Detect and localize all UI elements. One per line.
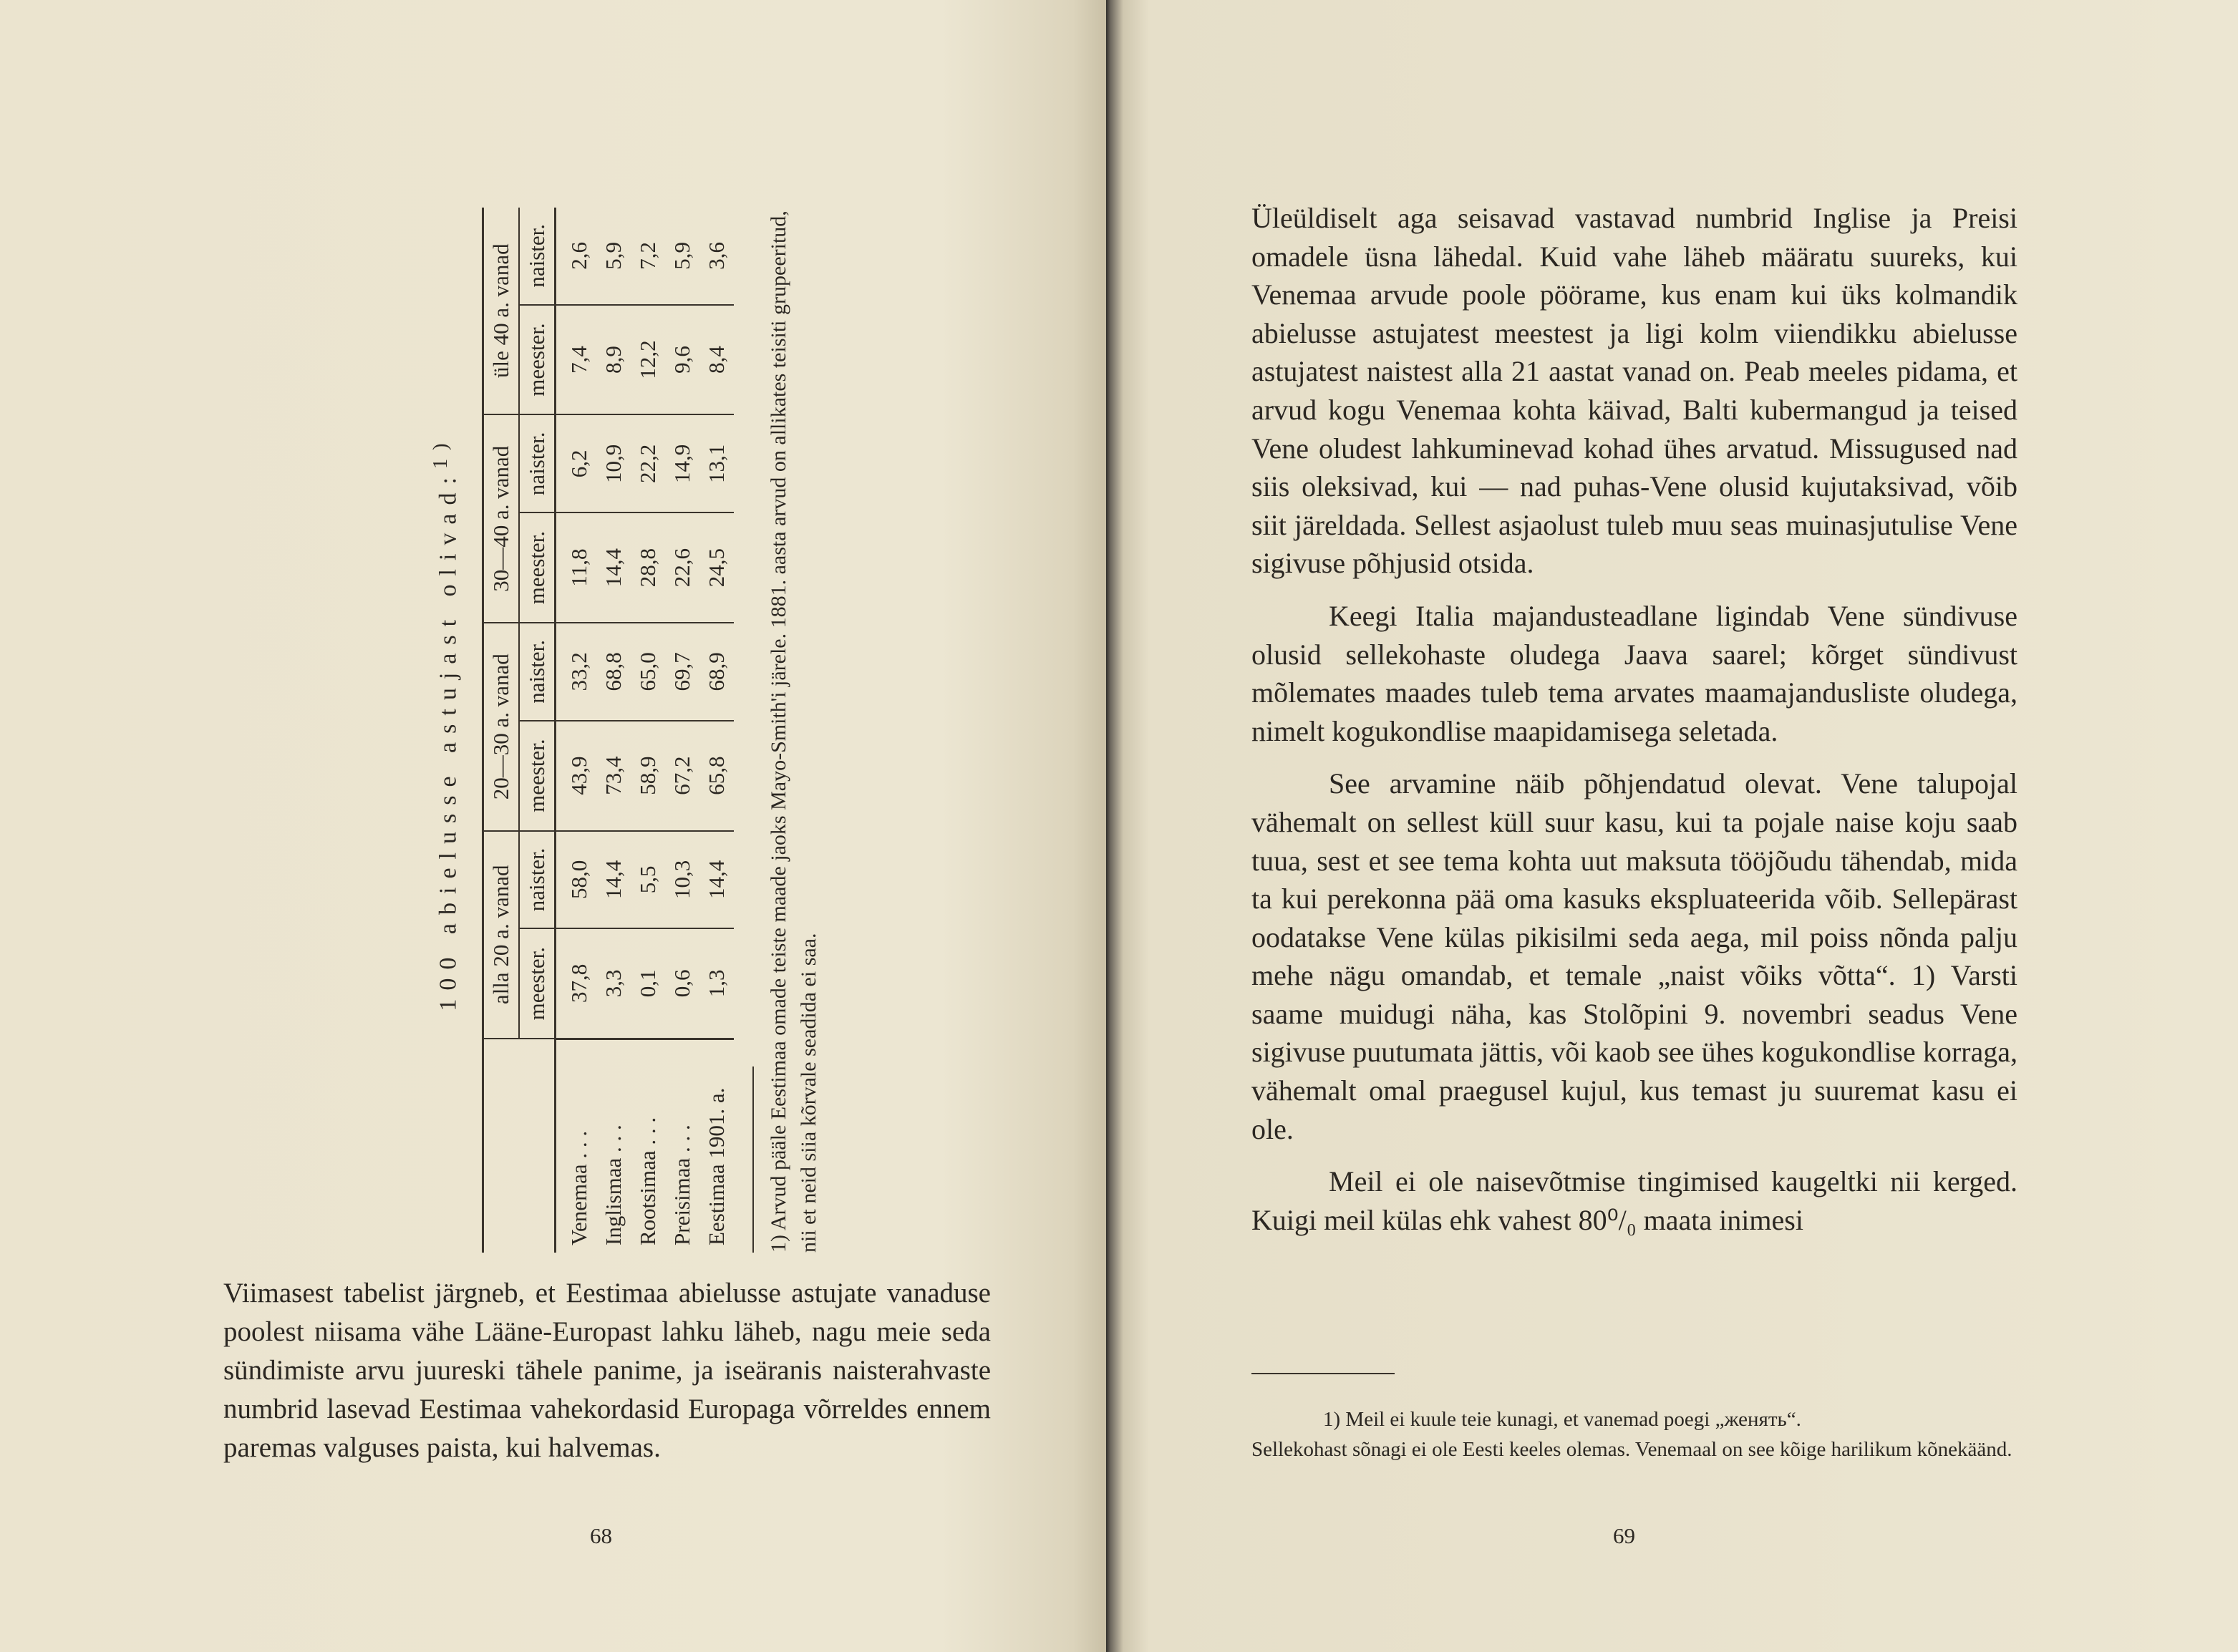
table-corner (483, 1039, 556, 1253)
table-row (631, 208, 665, 1253)
table-cell: 11,8 (556, 512, 597, 623)
page-number-right: 69 (1613, 1523, 1635, 1548)
table-cell: 22,2 (631, 414, 665, 512)
sub-header-men: meester. (519, 928, 556, 1039)
footnote-line: Sellekohast sõnagi ei ole Eesti keeles olemas. Venemaal on see kõige harilikum kõnekäänd. (1251, 1438, 2012, 1461)
table-cell: 58,0 (556, 831, 597, 929)
table-cell: 5,9 (665, 208, 699, 305)
paragraph: See arvamine näib põhjendatud olevat. Vene talupojal vähemalt on sellest küll suur kasu, kui ta pojale naise koju saab tuua, sest et see tema kohta uut maksuta tööjõudu tähendab, mida ta kui perekonna pää oma kasuks ekspluateerida võib. Sellepärast oodatakse Vene külas pikisilmi seda aega, mil poiss nõnda palju mehe nägu omandab, et temale „naist võiks võtta“. 1) Varsti saame muidugi näha, kas Stolõpini 9. novembri seadus Vene sigivuse puutumata jättis, või kaob see ühes kogukondlise korraga, vähemalt omal praegusel kujul, kus temast ju suuremat kasu ei ole. (1251, 767, 2017, 1145)
table-cell: 0,6 (665, 928, 699, 1039)
right-footnote (1251, 1404, 2017, 1464)
row-country: Eestimaa 1901. a. (699, 1039, 734, 1253)
sub-header-women: naister. (519, 831, 556, 929)
table-cell: 7,2 (631, 208, 665, 305)
table-title-text: 100 abielusse astujast olivad: (435, 469, 462, 1011)
table-cell: 12,2 (631, 305, 665, 415)
table-cell: 68,9 (699, 623, 734, 721)
table-footnote: 1) Arvud päälе Eestimaa omade teiste maade jaoks Mayo-Smith'i järele. 1881. aasta arvud on allikates teisiti grupeeritud, nii et neid siia kõrvale seadida ei saa. (767, 210, 821, 1253)
sub-header-women: naister. (519, 623, 556, 721)
table-cell: 65,8 (699, 721, 734, 831)
table-cell: 43,9 (556, 721, 597, 831)
table-cell: 10,3 (665, 831, 699, 929)
table-cell: 1,3 (699, 928, 734, 1039)
table-cell: 0,1 (631, 928, 665, 1039)
footnote-line: 1) Meil ei kuule teie kunagi, et vanemad poegi „женять“. (1323, 1408, 1801, 1431)
age-group-header: 20—30 a. vanad (483, 623, 520, 831)
row-country: Rootsimaa . . . (631, 1039, 665, 1253)
table-cell: 67,2 (665, 721, 699, 831)
table-cell: 8,9 (596, 305, 631, 415)
table-cell: 37,8 (556, 928, 597, 1039)
table-title-note: 1) (430, 434, 452, 470)
table-cell: 7,4 (556, 305, 597, 415)
sub-header-men: meester. (519, 305, 556, 415)
table-cell: 5,5 (631, 831, 665, 929)
table-cell: 65,0 (631, 623, 665, 721)
table-row (665, 208, 699, 1253)
table-row (596, 208, 631, 1253)
table-cell: 22,6 (665, 512, 699, 623)
row-country: Inglismaa . . . (596, 1039, 631, 1253)
page-number-left: 68 (590, 1523, 612, 1548)
table-cell: 3,6 (699, 208, 734, 305)
table-cell: 6,2 (556, 414, 597, 512)
right-body-text (1251, 199, 2017, 1239)
table-cell: 8,4 (699, 305, 734, 415)
row-country: Venemaa . . . (556, 1039, 597, 1253)
age-group-header: alla 20 a. vanad (483, 831, 520, 1039)
sub-header-women: naister. (519, 208, 556, 305)
table-cell: 5,9 (596, 208, 631, 305)
table-cell: 14,9 (665, 414, 699, 512)
paragraph: Meil ei ole naisevõtmise tingimised kaugeltki nii kerged. Kuigi meil külas ehk vahest 80⁰/₀ maata inimesi (1251, 1165, 2017, 1236)
table-cell: 13,1 (699, 414, 734, 512)
table-cell: 3,3 (596, 928, 631, 1039)
table-cell: 28,8 (631, 512, 665, 623)
sub-header-men: meester. (519, 512, 556, 623)
table-cell: 33,2 (556, 623, 597, 721)
footnote-rule (752, 1066, 754, 1253)
table-cell: 10,9 (596, 414, 631, 512)
table-cell: 2,6 (556, 208, 597, 305)
left-body-text: Viimasest tabelist järgneb, et Eestimaa abielusse astujate vanaduse poolest niisama vähe Lääne-Europast lahku läheb, nagu meie seda sündimiste arvu juureski tähele panime, ja iseäranis naisterahvaste numbrid lasevad Eestimaa vahekordasid Europaga võrreldes ennem paremas valguses paista, kui halvemas. (223, 1278, 991, 1463)
table-row (556, 208, 597, 1253)
table-cell: 24,5 (699, 512, 734, 623)
table-cell: 14,4 (596, 831, 631, 929)
footnote-rule (1251, 1373, 1395, 1374)
marriage-age-table (482, 208, 734, 1253)
sub-header-men: meester. (519, 721, 556, 831)
left-page (0, 0, 1106, 1652)
table-cell: 9,6 (665, 305, 699, 415)
table-cell: 69,7 (665, 623, 699, 721)
age-group-header: 30—40 a. vanad (483, 414, 520, 623)
row-country: Preisimaa . . . (665, 1039, 699, 1253)
table-cell: 14,4 (699, 831, 734, 929)
age-group-header: üle 40 a. vanad (483, 208, 520, 414)
table-row (699, 208, 734, 1253)
sub-header-women: naister. (519, 414, 556, 512)
table-cell: 14,4 (596, 512, 631, 623)
table-title (430, 193, 462, 1253)
table-cell: 73,4 (596, 721, 631, 831)
table-cell: 58,9 (631, 721, 665, 831)
paragraph: Keegi Italia majandusteadlane ligindab Vene sündivuse olusid sellekohaste oludega Jaava saarel; kõrget sündivust mõlemates maades tuleb tema arvates maamajandusliste oludega, nimelt kogukondlise maapidamisega seletada. (1251, 599, 2017, 747)
paragraph: Üleüldiselt aga seisavad vastavad numbrid Inglise ja Preisi omadele üsna lähedal. Kuid vahe läheb määratu suureks, kui Venemaa arvude poole pöörame, kus enam kui üks kolmandik abielusse astujatest meestest ja ligi kolm viiendikku abielusse astujatest naistest alla 21 aastat vanad on. Peab meeles pidama, et arvud kogu Venemaa kohta käivad, Balti kubermangud ja teised Vene oludest lahkuminevad kohad ühes arvatud. Missugused nad siis oleksivad, kui — nad puhas-Vene olusid kujutaksivad, võib siit järeldada. Sellest asjaolust tuleb muu seas muinasjutulise Vene sigivuse põhjusid otsida. (1251, 202, 2017, 580)
table-cell: 68,8 (596, 623, 631, 721)
